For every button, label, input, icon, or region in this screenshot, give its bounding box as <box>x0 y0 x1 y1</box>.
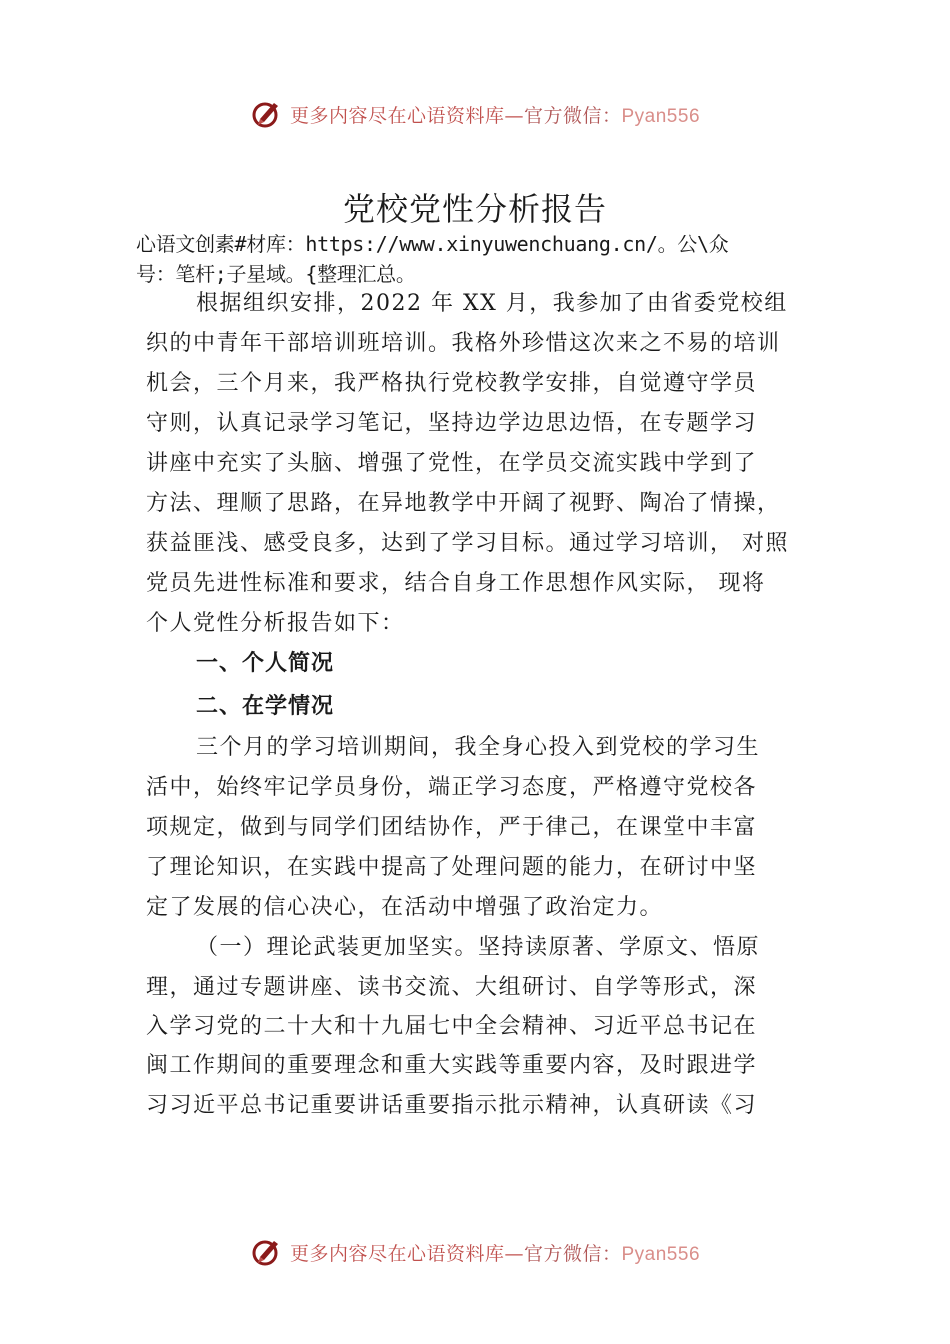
source-line-2: 号：笔杆;子星域。{整理汇总。 <box>136 262 416 286</box>
source-note <box>136 229 836 289</box>
body-line: 三个月的学习培训期间，我全身心投入到党校的学习生 <box>196 735 761 760</box>
document-title: 党校党性分析报告 <box>342 190 607 228</box>
body-line: 方法、理顺了思路，在异地教学中开阔了视野、陶冶了情操， <box>146 491 781 516</box>
watermark-banner-top <box>0 94 950 134</box>
section-heading-2: 二、在学情况 <box>196 694 335 719</box>
body-line: 党员先进性标准和要求，结合自身工作思想作风实际， 现将 <box>146 571 766 596</box>
body-line: 习习近平总书记重要讲话重要指示批示精神，认真研读《习 <box>146 1093 758 1118</box>
body-line: 个人党性分析报告如下： <box>146 611 405 636</box>
watermark-text: 更多内容尽在心语资料库—官方微信：Pyan556 <box>289 1242 701 1265</box>
watermark-text: 更多内容尽在心语资料库—官方微信：Pyan556 <box>289 104 701 127</box>
body-line: 获益匪浅、感受良多，达到了学习目标。通过学习培训， 对照 <box>146 531 789 556</box>
body-line: 守则，认真记录学习笔记，坚持边学边思边悟，在专题学习 <box>146 411 758 436</box>
body-line: （一）理论武装更加坚实。坚持读原著、学原文、悟原 <box>196 935 761 960</box>
source-line-1: 心语文创素#材库：https://www.xinyuwenchuang.cn/。公\众 <box>136 232 729 256</box>
body-line: 讲座中充实了头脑、增强了党性，在学员交流实践中学到了 <box>146 451 758 476</box>
section-heading-1: 一、个人简况 <box>196 651 335 676</box>
body-line: 机会，三个月来，我严格执行党校教学安排，自觉遵守学员 <box>146 371 758 396</box>
body-line: 项规定，做到与同学们团结协作，严于律己，在课堂中丰富 <box>146 815 758 840</box>
body-line: 了理论知识，在实践中提高了处理问题的能力，在研讨中坚 <box>146 855 758 880</box>
body-line: 活中，始终牢记学员身份，端正学习态度，严格遵守党校各 <box>146 775 758 800</box>
pen-logo-icon <box>250 97 284 131</box>
watermark-banner-bottom <box>0 1232 950 1272</box>
body-line: 闽工作期间的重要理念和重大实践等重要内容，及时跟进学 <box>146 1053 758 1078</box>
pen-logo-icon <box>250 1235 284 1269</box>
body-line: 定了发展的信心决心，在活动中增强了政治定力。 <box>146 895 664 920</box>
body-line: 织的中青年干部培训班培训。我格外珍惜这次来之不易的培训 <box>146 331 781 356</box>
body-line: 理，通过专题讲座、读书交流、大组研讨、自学等形式，深 <box>146 975 758 1000</box>
body-line: 入学习党的二十大和十九届七中全会精神、习近平总书记在 <box>146 1014 758 1039</box>
body-line: 根据组织安排，2022 年 XX 月，我参加了由省委党校组 <box>196 291 788 316</box>
